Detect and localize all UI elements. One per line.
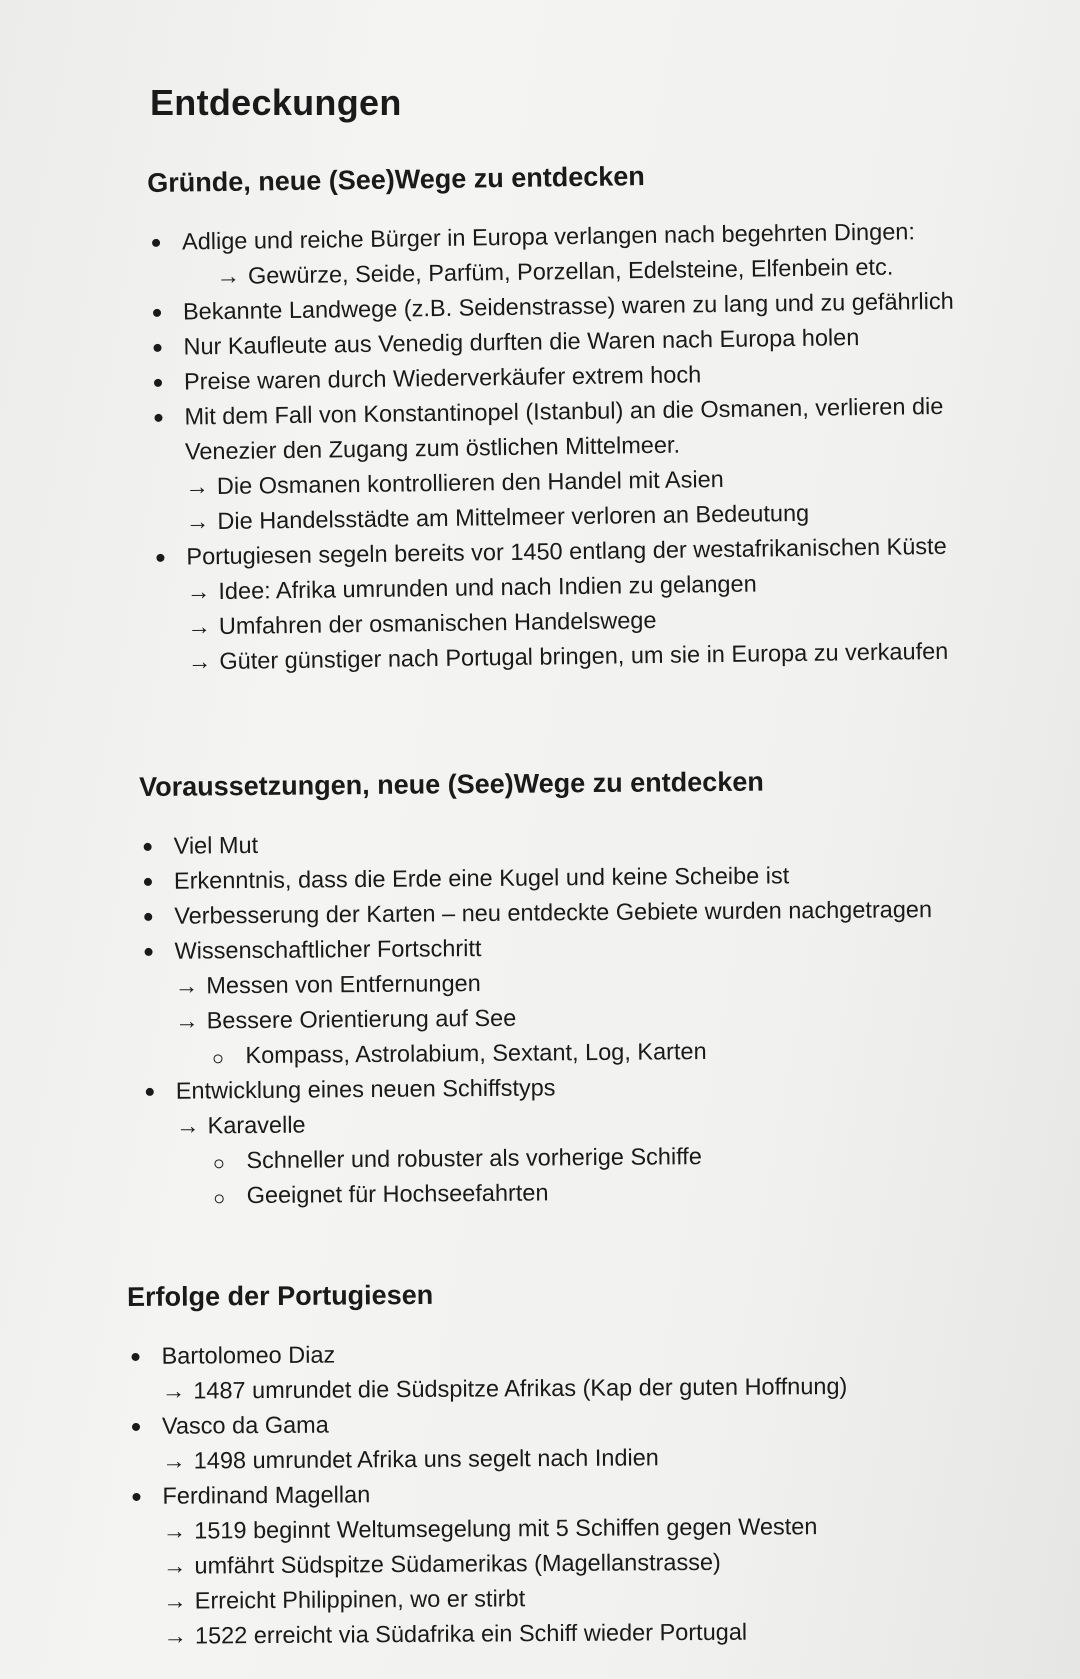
bullet-text: Bekannte Landwege (z.B. Seidenstrasse) waren zu lang und zu gefährlich — [182, 287, 954, 325]
arrow-line: → Messen von Entfernungen — [175, 962, 933, 1004]
arrow-line: → Erreicht Philippinen, wo er stirbt — [163, 1579, 849, 1619]
bullet-item — [128, 1474, 849, 1654]
arrow-line: → Umfahren der osmanischen Handelswege — [187, 599, 958, 645]
sub-bullet: Geeignet für Hochseefahrten — [177, 1172, 935, 1214]
bullet-text: Erkenntnis, dass die Erde eine Kugel und keine Scheibe ist — [173, 862, 790, 894]
arrow-line: → 1519 beginnt Weltumsegelung mit 5 Schiffen gegen Westen — [163, 1509, 849, 1549]
bullet-text: Verbesserung der Karten – neu entdeckte Gebiete wurden nachgetragen — [174, 896, 933, 929]
bullet-item — [150, 389, 957, 540]
bullet-list-voraussetzungen — [139, 822, 934, 1214]
bullet-text: Portugiesen segeln bereits vor 1450 entlang der westafrikanischen Küste — [186, 532, 947, 570]
bullet-text: Viel Mut — [173, 831, 259, 859]
bullet-text: Vasco da Gama — [161, 1411, 329, 1439]
arrow-line: → umfährt Südspitze Südamerikas (Magellanstrasse) — [163, 1544, 849, 1584]
bullet-item — [127, 1334, 847, 1409]
sub-bullet: Schneller und robuster als vorherige Schiffe — [176, 1137, 934, 1179]
arrow-line: → 1522 erreicht via Südafrika ein Schiff wieder Portugal — [163, 1614, 849, 1654]
arrow-line: → 1487 umrundet die Südspitze Afrikas (Kap der guten Hoffnung) — [162, 1369, 848, 1409]
section-voraussetzungen — [139, 765, 935, 1214]
arrow-line: → Gewürze, Seide, Parfüm, Porzellan, Edelsteine, Elfenbein etc. — [182, 249, 953, 295]
bullet-item — [128, 1404, 848, 1479]
section-heading-gruende: Gründe, neue (See)Wege zu entdecken — [147, 161, 645, 198]
page-title: Entdeckungen — [150, 82, 402, 123]
arrow-line: → Die Osmanen kontrollieren den Handel mit Asien — [185, 459, 956, 505]
bullet-text: Ferdinand Magellan — [162, 1481, 371, 1509]
sub-bullet: Kompass, Astrolabium, Sextant, Log, Karten — [175, 1032, 933, 1074]
bullet-text: Nur Kaufleute aus Venedig durften die Waren nach Europa holen — [183, 324, 860, 360]
arrow-line: → Die Handelsstädte am Mittelmeer verloren an Bedeutung — [186, 494, 957, 540]
bullet-list-gruende — [148, 214, 959, 680]
arrow-line: → Güter günstiger nach Portugal bringen, um sie in Europa zu verkaufen — [188, 634, 959, 680]
bullet-text: Preise waren durch Wiederverkäufer extrem hoch — [183, 361, 702, 395]
bullet-item — [152, 529, 959, 680]
bullet-text-continuation: Venezier den Zugang zum östlichen Mittelmeer. — [184, 431, 681, 465]
bullet-text: Bartolomeo Diaz — [161, 1341, 336, 1369]
section-gruende — [147, 157, 959, 680]
section-heading-voraussetzungen: Voraussetzungen, neue (See)Wege zu entdecken — [139, 766, 764, 802]
bullet-text: Mit dem Fall von Konstantinopel (Istanbul) an die Osmanen, verlieren die — [184, 392, 944, 430]
bullet-item — [148, 214, 954, 295]
bullet-list-erfolge — [127, 1334, 849, 1654]
bullet-item — [140, 927, 933, 1074]
section-erfolge — [127, 1277, 849, 1654]
arrow-line: → Idee: Afrika umrunden und nach Indien zu gelangen — [187, 564, 958, 610]
arrow-line: → Karavelle — [176, 1102, 934, 1144]
arrow-line: → 1498 umrundet Afrika uns segelt nach Indien — [162, 1439, 848, 1479]
arrow-line: → Bessere Orientierung auf See — [175, 997, 933, 1039]
bullet-item — [142, 1067, 935, 1214]
bullet-text: Adlige und reiche Bürger in Europa verlangen nach begehrten Dingen: — [181, 218, 916, 255]
bullet-text: Entwicklung eines neuen Schiffstyps — [175, 1074, 556, 1104]
bullet-text: Wissenschaftlicher Fortschritt — [174, 935, 482, 964]
section-heading-erfolge: Erfolge der Portugiesen — [127, 1279, 434, 1312]
